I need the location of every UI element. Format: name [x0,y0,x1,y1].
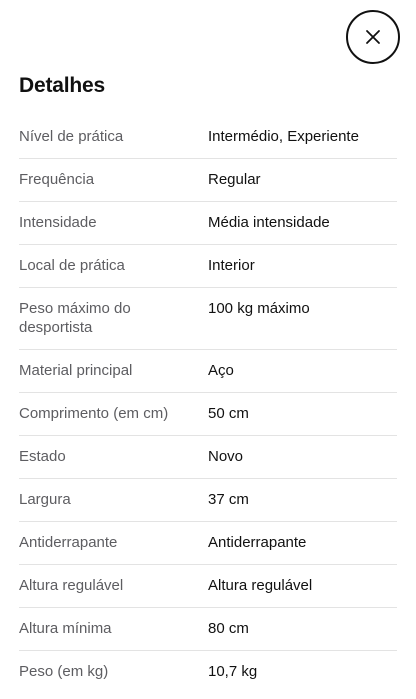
detail-row-peso [19,651,397,694]
detail-label: Altura mínima [19,620,112,637]
close-icon [365,29,381,45]
detail-label: Altura regulável [19,577,124,594]
detail-label: Nível de prática [19,128,124,145]
detail-row-local-de-pratica [19,245,397,288]
detail-row-peso-maximo [19,288,397,350]
detail-value: Média intensidade [208,214,330,231]
detail-row-comprimento [19,393,397,436]
detail-label: Antiderrapante [19,534,118,551]
detail-label: Largura [19,491,71,508]
detail-value: Antiderrapante [208,534,307,551]
detail-label: Peso máximo do desportista [19,300,131,336]
detail-label: Intensidade [19,214,97,231]
detail-value: 10,7 kg [208,663,258,680]
detail-value: Regular [208,171,261,188]
detail-row-frequencia [19,159,397,202]
detail-label: Material principal [19,362,133,379]
detail-row-largura [19,479,397,522]
details-table [19,116,397,694]
detail-value: 80 cm [208,620,249,637]
detail-value: Interior [208,257,255,274]
detail-row-antiderrapante [19,522,397,565]
close-button[interactable] [346,10,400,64]
detail-value: 37 cm [208,491,249,508]
detail-row-altura-minima [19,608,397,651]
detail-value: Intermédio, Experiente [208,128,359,145]
detail-label: Comprimento (em cm) [19,405,169,422]
detail-value: Aço [208,362,234,379]
detail-value: 50 cm [208,405,249,422]
detail-label: Frequência [19,171,95,188]
detail-label: Peso (em kg) [19,663,109,680]
sheet-title: Detalhes [19,74,105,97]
detail-label: Estado [19,448,66,465]
detail-label: Local de prática [19,257,125,274]
detail-row-nivel-de-pratica [19,116,397,159]
detail-row-intensidade [19,202,397,245]
detail-value: Novo [208,448,244,465]
detail-row-material-principal [19,350,397,393]
detail-value: Altura regulável [208,577,313,594]
detail-row-estado [19,436,397,479]
detail-value: 100 kg máximo [208,300,310,317]
detail-row-altura-regulavel [19,565,397,608]
